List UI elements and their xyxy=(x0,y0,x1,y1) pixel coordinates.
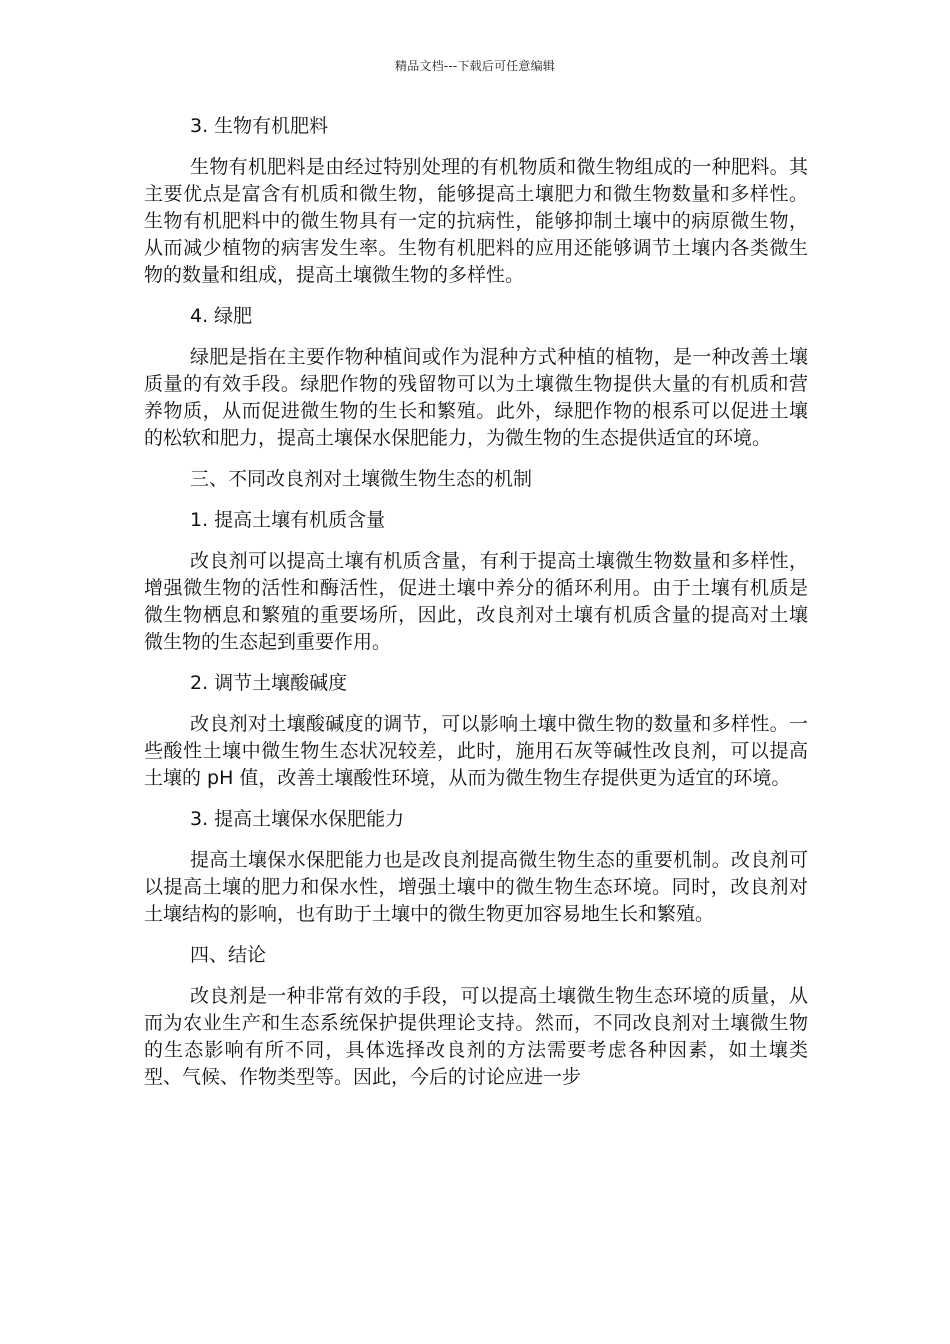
paragraph-green-manure: 绿肥是指在主要作物种植间或作为混种方式种植的植物，是一种改善土壤质量的有效手段。绿肥作物的残留物可以为土壤微生物提供大量的有机质和营养物质，从而促进微生物的生长和繁殖。此外，绿肥作物的根系可以促进土壤的松软和肥力，提高土壤保水保肥能力，为微生物的生态提供适宜的环境。 xyxy=(144,346,808,449)
paragraph-conclusion: 改良剂是一种非常有效的手段，可以提高土壤微生物生态环境的质量，从而为农业生产和生态系统保护提供理论支持。然而，不同改良剂对土壤微生物的生态影响有所不同，具体选择改良剂的方法需要考虑各种因素，如土壤类型、气候、作物类型等。因此，今后的讨论应进一步 xyxy=(144,985,808,1088)
document-body xyxy=(144,113,808,1105)
paragraph-water-fertility: 提高土壤保水保肥能力也是改良剂提高微生物生态的重要机制。改良剂可以提高土壤的肥力和保水性，增强土壤中的微生物生态环境。同时，改良剂对土壤结构的影响，也有助于土壤中的微生物更加容易地生长和繁殖。 xyxy=(144,849,808,925)
section-heading-soil-ph: 2. 调节土壤酸碱度 xyxy=(190,672,348,694)
section-heading-bio-organic-fertilizer: 3. 生物有机肥料 xyxy=(190,115,329,137)
paragraph-organic-matter: 改良剂可以提高土壤有机质含量，有利于提高土壤微生物数量和多样性，增强微生物的活性和酶活性，促进土壤中养分的循环利用。由于土壤有机质是微生物栖息和繁殖的重要场所，因此，改良剂对土壤有机质含量的提高对土壤微生物的生态起到重要作用。 xyxy=(144,550,808,653)
page-header: 精品文档---下载后可任意编辑 xyxy=(395,59,555,73)
chapter-heading-conclusion: 四、结论 xyxy=(190,944,267,966)
section-heading-green-manure: 4. 绿肥 xyxy=(190,305,253,327)
section-heading-organic-matter: 1. 提高土壤有机质含量 xyxy=(190,509,386,531)
section-heading-water-fertility: 3. 提高土壤保水保肥能力 xyxy=(190,808,405,830)
paragraph-soil-ph: 改良剂对土壤酸碱度的调节，可以影响土壤中微生物的数量和多样性。一些酸性土壤中微生物生态状况较差，此时，施用石灰等碱性改良剂，可以提高土壤的 pH 值，改善土壤酸性环境，从而为微生物生存提供更为适宜的环境。 xyxy=(144,713,808,789)
paragraph-bio-organic-fertilizer: 生物有机肥料是由经过特别处理的有机物质和微生物组成的一种肥料。其主要优点是富含有机质和微生物，能够提高土壤肥力和微生物数量和多样性。生物有机肥料中的微生物具有一定的抗病性，能够抑制土壤中的病原微生物，从而减少植物的病害发生率。生物有机肥料的应用还能够调节土壤内各类微生物的数量和组成，提高土壤微生物的多样性。 xyxy=(144,156,808,286)
chapter-heading-mechanisms: 三、不同改良剂对土壤微生物生态的机制 xyxy=(190,468,533,490)
